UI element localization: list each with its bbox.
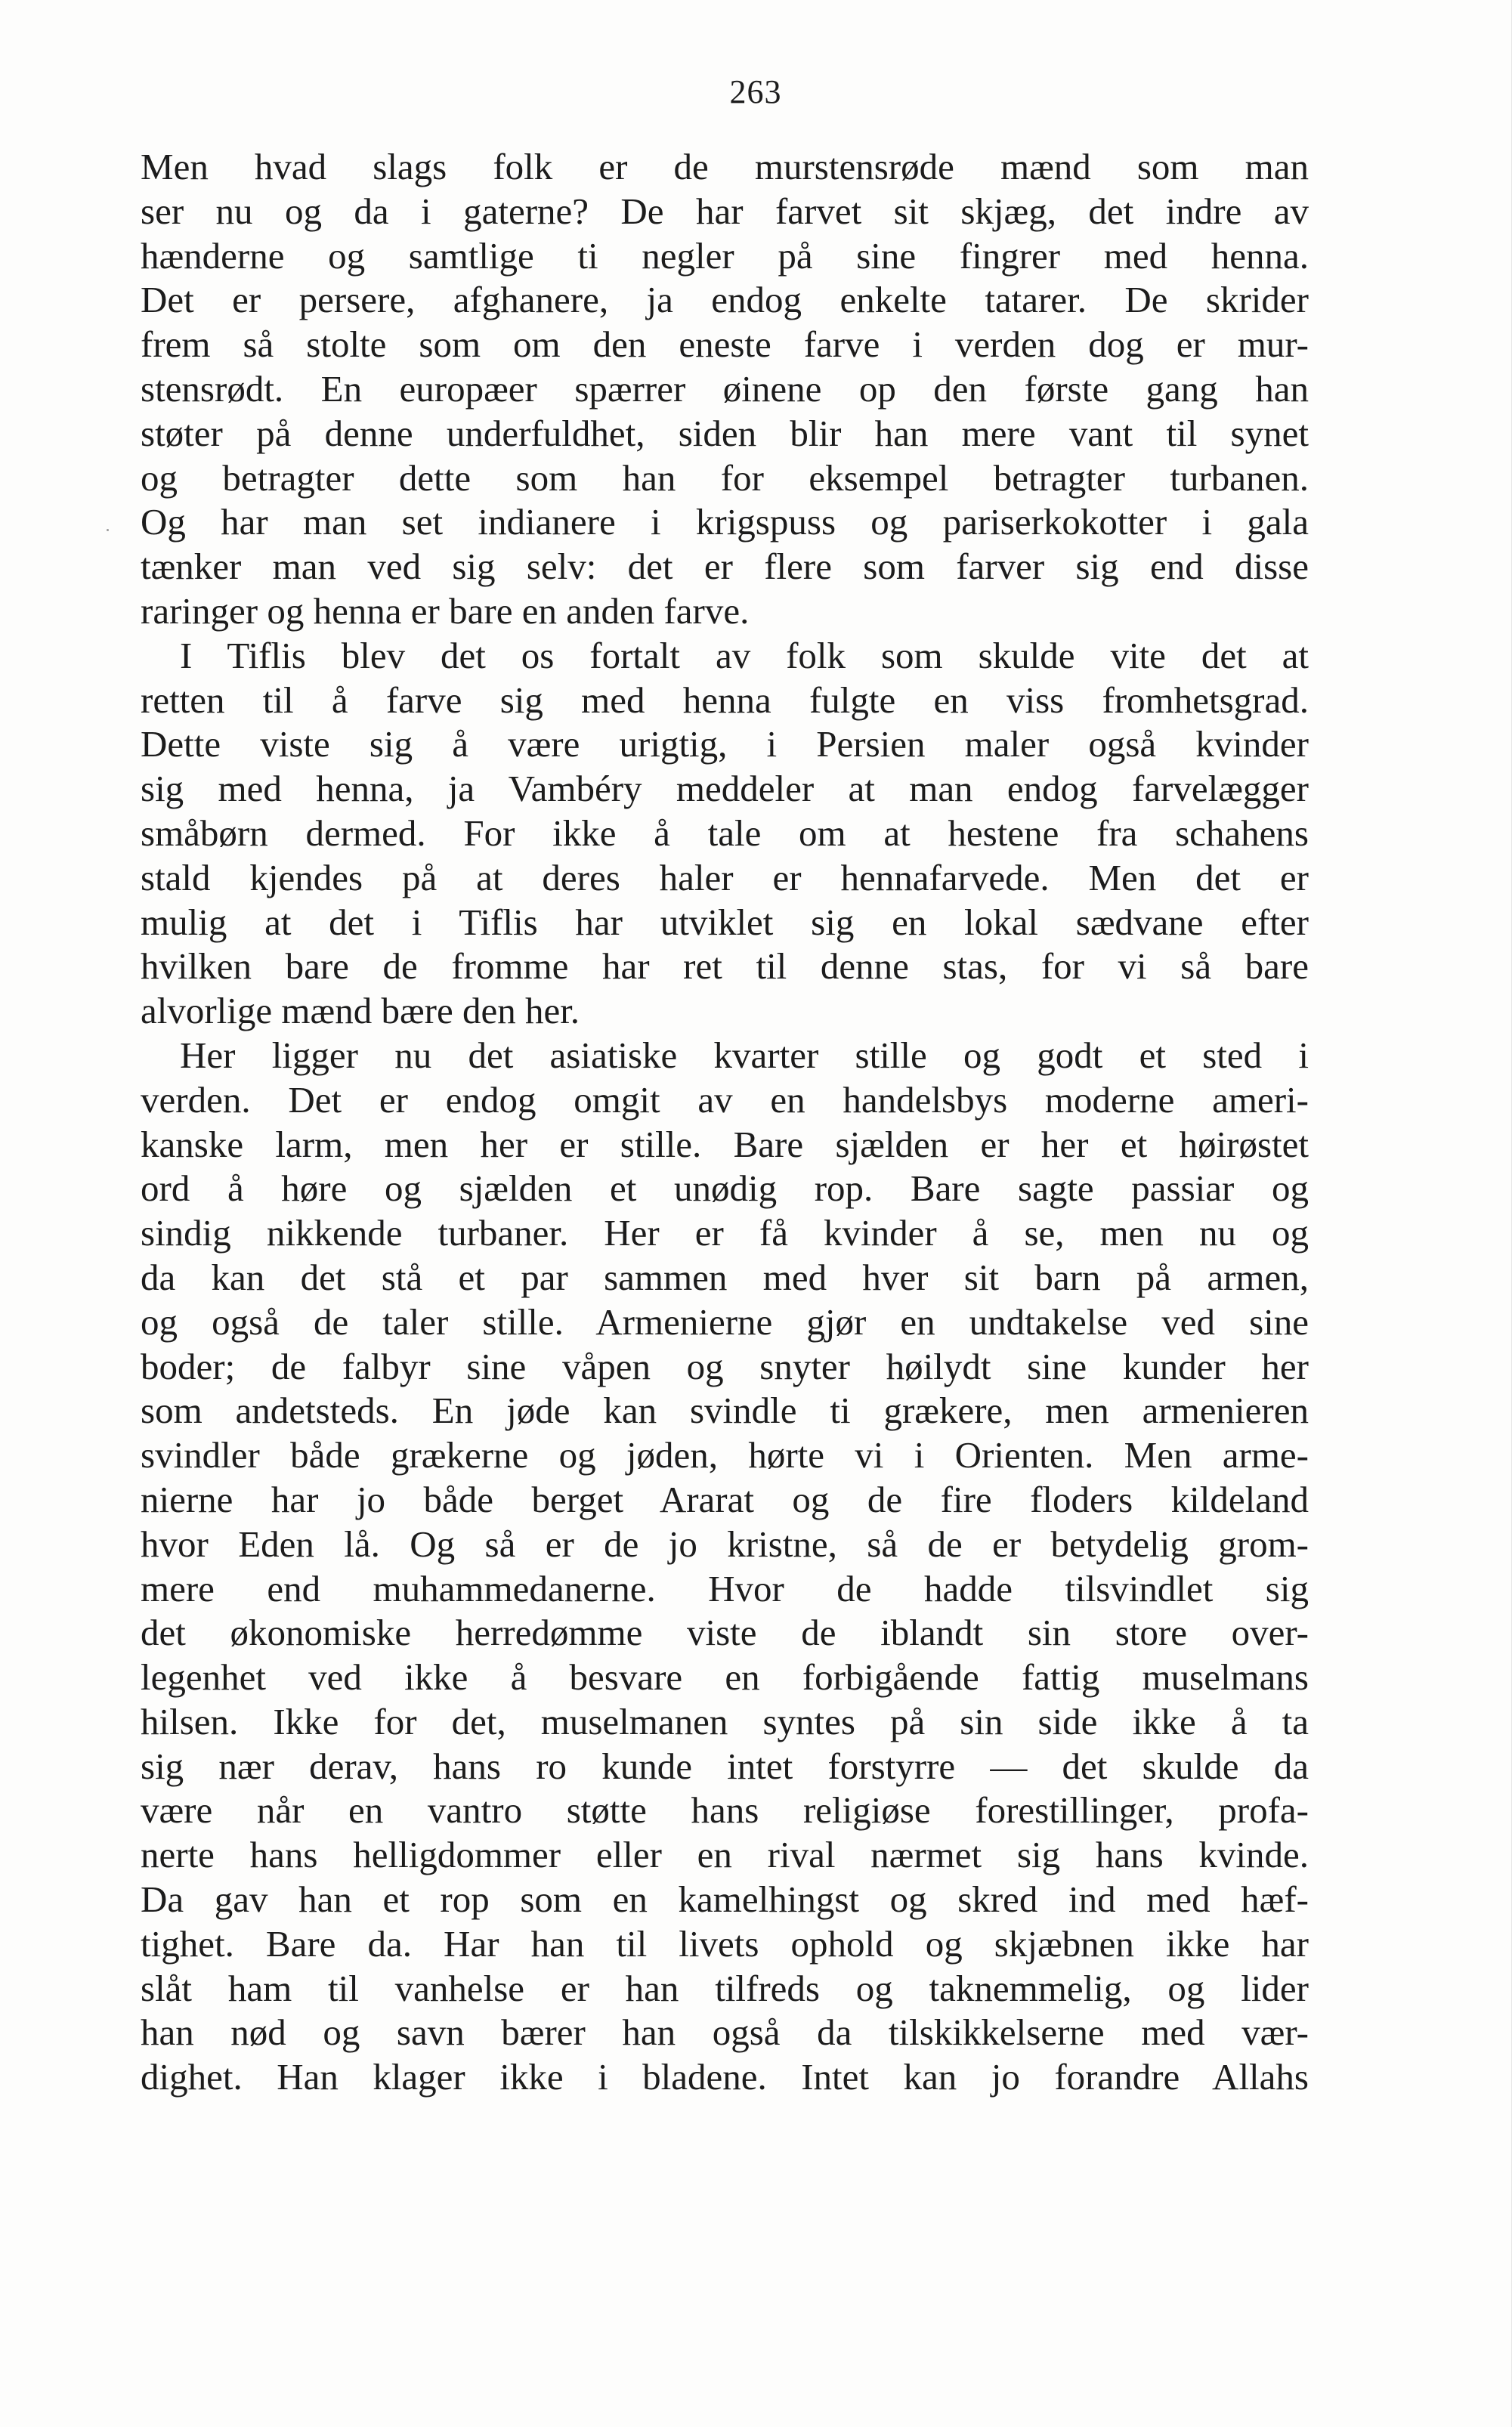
text-line: det økonomiske herredømme viste de iblandt sin store over- <box>141 1612 1309 1654</box>
text-line: dighet. Han klager ikke i bladene. Intet kan jo forandre Allahs <box>141 2056 1309 2098</box>
text-line: ser nu og da i gaterne? De har farvet sit skjæg, det indre av <box>141 190 1309 232</box>
text-line: tighet. Bare da. Har han til livets ophold og skjæbnen ikke har <box>141 1922 1309 1965</box>
text-line: svindler både grækerne og jøden, hørte vi i Orienten. Men arme- <box>141 1434 1309 1476</box>
text-line: hvilken bare de fromme har ret til denne stas, for vi så bare <box>141 945 1309 988</box>
text-line: kanske larm, men her er stille. Bare sjælden er her et høirøstet <box>141 1123 1309 1165</box>
text-line: Det er persere, afghanere, ja endog enkelte tatarer. De skrider <box>141 279 1309 321</box>
text-line: mere end muhammedanerne. Hvor de hadde tilsvindlet sig <box>141 1567 1309 1609</box>
text-line: sindig nikkende turbaner. Her er få kvinder å se, men nu og <box>141 1212 1309 1254</box>
text-line: hilsen. Ikke for det, muselmanen syntes på sin side ikke å ta <box>141 1700 1309 1742</box>
text-line: mulig at det i Tiflis har utviklet sig en lokal sædvane efter <box>141 901 1309 943</box>
text-line: Og har man set indianere i krigspuss og pariserkokotter i gala <box>141 501 1309 543</box>
body-text <box>141 145 1309 2100</box>
text-line: Her ligger nu det asiatiske kvarter stille og godt et sted i <box>180 1034 1309 1076</box>
text-line: slåt ham til vanhelse er han tilfreds og taknemmelig, og lider <box>141 1967 1309 2009</box>
text-line: småbørn dermed. For ikke å tale om at hestene fra schahens <box>141 812 1309 854</box>
text-line: og også de taler stille. Armenierne gjør en undtakelse ved sine <box>141 1300 1309 1343</box>
text-line: sig nær derav, hans ro kunde intet forstyrre — det skulde da <box>141 1745 1309 1787</box>
text-line: sig med henna, ja Vambéry meddeler at man endog farvelægger <box>141 768 1309 810</box>
text-line: nierne har jo både berget Ararat og de fire floders kildeland <box>141 1478 1309 1520</box>
text-line: som andetsteds. En jøde kan svindle ti grækere, men armenieren <box>141 1390 1309 1432</box>
page-number: 263 <box>729 73 782 110</box>
text-line: nerte hans helligdommer eller en rival nærmet sig hans kvinde. <box>141 1834 1309 1876</box>
text-line: Da gav han et rop som en kamelhingst og skred ind med hæf- <box>141 1878 1309 1921</box>
text-line: I Tiflis blev det os fortalt av folk som skulde vite det at <box>180 634 1309 676</box>
text-line: stensrødt. En europæer spærrer øinene op den første gang han <box>141 367 1309 410</box>
text-line: støter på denne underfuldhet, siden blir han mere vant til synet <box>141 412 1309 454</box>
text-line: han nød og savn bærer han også da tilskikkelserne med vær- <box>141 2011 1309 2054</box>
text-line: boder; de falbyr sine våpen og snyter høilydt sine kunder her <box>141 1345 1309 1387</box>
text-line: frem så stolte som om den eneste farve i verden dog er mur- <box>141 323 1309 366</box>
text-line: hænderne og samtlige ti negler på sine fingrer med henna. <box>141 234 1309 277</box>
text-line: retten til å farve sig med henna fulgte en viss fromhetsgrad. <box>141 679 1309 721</box>
text-line: da kan det stå et par sammen med hver sit barn på armen, <box>141 1256 1309 1298</box>
text-line: Dette viste sig å være urigtig, i Persien maler også kvinder <box>141 723 1309 765</box>
text-line: tænker man ved sig selv: det er flere som farver sig end disse <box>141 546 1309 588</box>
text-line: stald kjendes på at deres haler er hennafarvede. Men det er <box>141 856 1309 898</box>
text-line: raringer og henna er bare en anden farve. <box>141 589 750 632</box>
scan-speck <box>107 529 109 531</box>
text-line: ord å høre og sjælden et unødig rop. Bare sagte passiar og <box>141 1167 1309 1210</box>
text-line: og betragter dette som han for eksempel betragter turbanen. <box>141 456 1309 499</box>
text-line: være når en vantro støtte hans religiøse forestillinger, profa- <box>141 1789 1309 1832</box>
text-line: Men hvad slags folk er de murstensrøde mænd som man <box>141 146 1309 187</box>
text-line: legenhet ved ikke å besvare en forbigående fattig muselmans <box>141 1656 1309 1699</box>
text-line: hvor Eden lå. Og så er de jo kristne, så de er betydelig grom- <box>141 1523 1309 1565</box>
text-line: alvorlige mænd bære den her. <box>141 990 580 1032</box>
text-line: verden. Det er endog omgit av en handelsbys moderne ameri- <box>141 1078 1309 1121</box>
